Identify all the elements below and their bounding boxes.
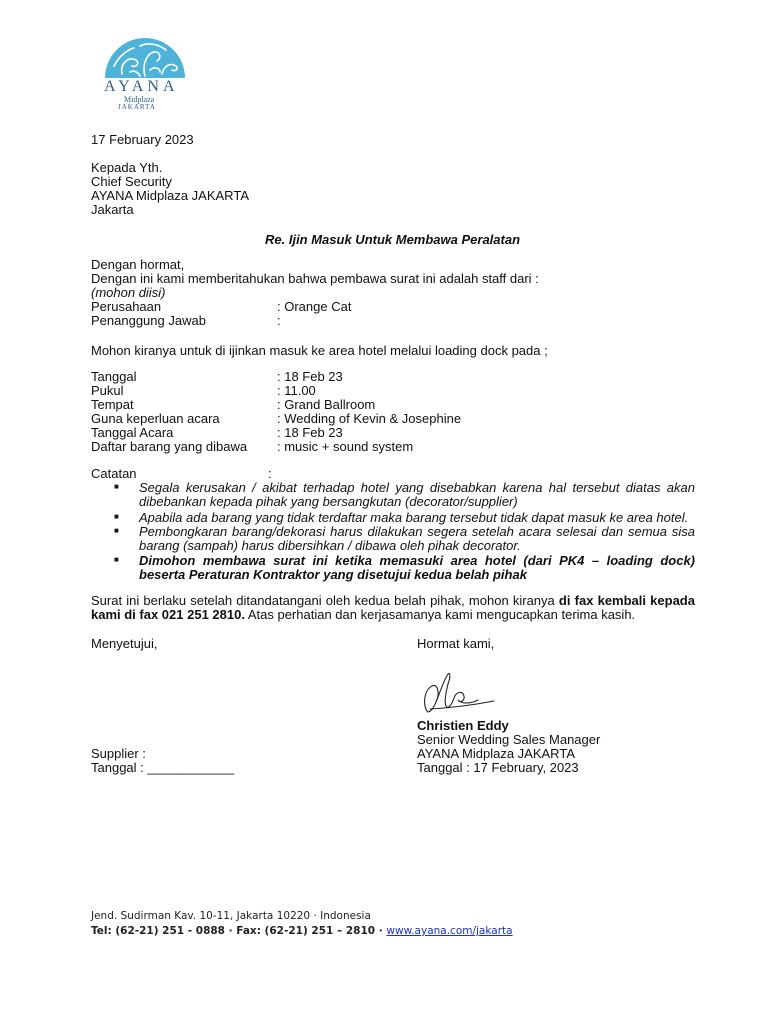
intro-text: Dengan ini kami memberitahukan bahwa pembawa surat ini adalah staff dari :	[91, 271, 539, 286]
notes-label: Catatan	[91, 466, 137, 481]
bullet-icon: ■	[114, 526, 119, 535]
logo-subtitle-jakarta: JAKARTA	[118, 103, 156, 111]
letter-date: 17 February 2023	[91, 132, 194, 147]
pic-row	[91, 314, 281, 328]
company-label: Perusahaan	[91, 299, 162, 314]
signer-company: AYANA Midplaza JAKARTA	[417, 746, 575, 761]
note-item: Segala kerusakan / akibat terhadap hotel yang disebabkan karena hal tersebut diatas akan dibebankan kepada pihak yang bersangkutan (decorator/supplier)	[139, 480, 695, 509]
signer-title: Senior Wedding Sales Manager	[417, 732, 601, 747]
company-value: : Orange Cat	[277, 299, 352, 314]
agree-label: Menyetujui,	[91, 636, 158, 651]
supplier-label: Supplier :	[91, 746, 146, 761]
intro-note: (mohon diisi)	[91, 285, 166, 300]
detail-row	[91, 384, 316, 398]
detail-label: Guna keperluan acara	[91, 411, 220, 426]
note-item: Dimohon membawa surat ini ketika memasuki area hotel (dari PK4 – loading dock) beserta Peraturan Kontraktor yang disetujui kedua belah pihak	[139, 553, 695, 582]
regards-label: Hormat kami,	[417, 636, 495, 651]
detail-row	[91, 398, 375, 412]
supplier-date: Tanggal : ____________	[91, 760, 235, 775]
detail-row	[91, 370, 343, 384]
footer-phone-fax: Tel: (62-21) 251 - 0888 · Fax: (62-21) 251 – 2810 ·	[91, 925, 387, 937]
closing-fax-number: kami di fax 021 251 2810.	[91, 607, 245, 622]
detail-row	[91, 426, 343, 440]
logo-subtitle-midplaza: Midplaza	[124, 95, 155, 104]
detail-value: : music + sound system	[277, 439, 414, 454]
request-text: Mohon kiranya untuk di ijinkan masuk ke area hotel melalui loading dock pada ;	[91, 343, 548, 358]
detail-value: : Grand Ballroom	[277, 397, 376, 412]
recipient-line: Kepada Yth.	[91, 160, 163, 175]
notes-colon: :	[268, 466, 272, 481]
bullet-icon: ■	[114, 512, 119, 521]
detail-value: : 18 Feb 23	[277, 369, 343, 384]
closing-text: Surat ini berlaku setelah ditandatangani oleh kedua belah pihak, mohon kiranya	[91, 593, 559, 608]
detail-value: : 18 Feb 23	[277, 425, 343, 440]
signer-name: Christien Eddy	[417, 718, 509, 733]
recipient-line: AYANA Midplaza JAKARTA	[91, 188, 249, 203]
recipient-line: Chief Security	[91, 174, 172, 189]
detail-row	[91, 412, 461, 426]
logo-wordmark: AYANA	[104, 78, 179, 95]
detail-value: : Wedding of Kevin & Josephine	[277, 411, 462, 426]
letter-subject: Re. Ijin Masuk Untuk Membawa Peralatan	[265, 232, 521, 247]
footer-contact	[91, 925, 513, 937]
signer-date: Tanggal : 17 February, 2023	[417, 760, 579, 775]
pic-value: :	[277, 313, 281, 328]
detail-label: Pukul	[91, 383, 124, 398]
greeting: Dengan hormat,	[91, 257, 185, 272]
pic-label: Penanggung Jawab	[91, 313, 206, 328]
detail-label: Tanggal Acara	[91, 425, 174, 440]
detail-label: Tempat	[91, 397, 134, 412]
closing-thanks: Atas perhatian dan kerjasamanya kami mengucapkan terima kasih.	[244, 607, 636, 622]
recipient-line: Jakarta	[91, 202, 134, 217]
footer-address: Jend. Sudirman Kav. 10-11, Jakarta 10220 · Indonesia	[91, 910, 371, 922]
detail-value: : 11.00	[277, 383, 316, 398]
footer-website-link[interactable]: www.ayana.com/jakarta	[386, 925, 513, 937]
bullet-icon: ■	[114, 555, 119, 564]
company-row	[91, 300, 351, 314]
bullet-icon: ■	[114, 482, 119, 491]
signature-icon	[418, 668, 498, 718]
logo-emblem-icon	[100, 36, 190, 80]
detail-row	[91, 440, 413, 454]
closing-paragraph	[91, 594, 695, 622]
detail-label: Tanggal	[91, 369, 137, 384]
closing-fax-emphasis: di fax kembali kepada	[558, 593, 695, 608]
detail-label: Daftar barang yang dibawa	[91, 439, 248, 454]
note-item: Pembongkaran barang/dekorasi harus dilakukan segera setelah acara selesai dan semua sisa barang (sampah) harus dibersihkan / dibawa oleh pihak decorator.	[139, 524, 695, 553]
note-item: Apabila ada barang yang tidak terdaftar maka barang tersebut tidak dapat masuk ke area hotel.	[139, 510, 689, 525]
